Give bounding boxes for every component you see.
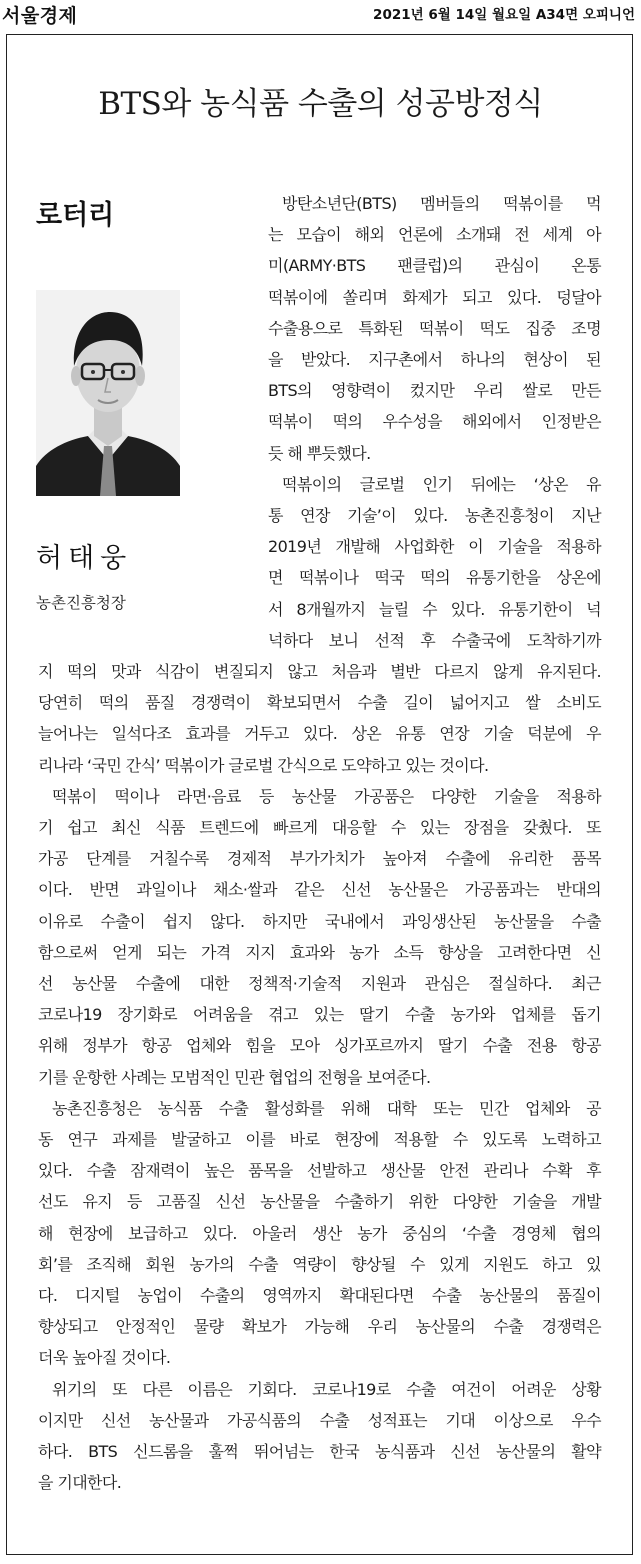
article-headline: BTS와 농식품 수출의 성공방정식 bbox=[98, 86, 543, 122]
article-line: 서 8개월까지 늘릴 수 있다. 유통기한이 넉 bbox=[268, 599, 601, 619]
article-line: 을 받았다. 지구촌에서 하나의 현상이 된 bbox=[268, 350, 601, 369]
article-line: 통 연장 기술’이 있다. 농촌진흥청이 지난 bbox=[268, 506, 601, 525]
article-line: 선도 유지 등 고품질 신선 농산물을 수출하기 위한 다양한 기술을 개발 bbox=[38, 1192, 601, 1212]
article-line: 코로나19 장기화로 어려움을 겪고 있는 딸기 수출 농가와 업체를 돕기 bbox=[38, 1005, 601, 1025]
article-line: 위기의 또 다른 이름은 기회다. 코로나19로 수출 여건이 어려운 상황 bbox=[52, 1379, 601, 1399]
article-line: 수출용으로 특화된 떡볶이 떡도 집중 조명 bbox=[268, 318, 601, 338]
article-line: 동 연구 과제를 발굴하고 이를 바로 현장에 적용할 수 있도록 노력하고 bbox=[38, 1130, 601, 1149]
article-line: 방탄소년단(BTS) 멤버들의 떡볶이를 먹 bbox=[282, 194, 601, 213]
article-line: 가공 단계를 거칠수록 경제적 부가가치가 높아져 수출에 유리한 품목 bbox=[38, 849, 601, 869]
author-portrait bbox=[36, 290, 180, 496]
article-line: BTS의 영향력이 컸지만 우리 쌀로 만든 bbox=[268, 381, 601, 401]
article-line: 떡볶이의 글로벌 인기 뒤에는 ‘상온 유 bbox=[282, 474, 601, 494]
article-line: 리나라 ‘국민 간식’ 떡볶이가 글로벌 간식으로 도약하고 있는 것이다. bbox=[38, 755, 489, 775]
column-tag: 로터리 bbox=[36, 200, 115, 231]
article-line: 이다. 반면 과일이나 채소·쌀과 같은 신선 농산물은 가공품과는 반대의 bbox=[38, 880, 601, 900]
article-line: 하다. BTS 신드롬을 훌쩍 뛰어넘는 한국 농식품과 신선 농산물의 활약 bbox=[38, 1442, 601, 1461]
article-line: 선 농산물 수출에 대한 정책적·기술적 지원과 관심은 절실하다. 최근 bbox=[38, 974, 601, 993]
article-line: 위해 정부가 항공 업체와 힘을 모아 싱가포르까지 딸기 수출 전용 항공 bbox=[38, 1036, 601, 1056]
article-line: 듯 해 뿌듯했다. bbox=[268, 443, 371, 463]
article-line: 함으로써 얻게 되는 가격 지지 효과와 농가 소득 향상을 고려한다면 신 bbox=[38, 942, 601, 962]
edition-info: 2021년 6월 14일 월요일 A34면 오피니언 bbox=[373, 7, 635, 23]
article-line: 2019년 개발해 사업화한 이 기술을 적용하 bbox=[268, 537, 601, 557]
article-line: 떡볶이 떡이나 라면·음료 등 농산물 가공품은 다양한 기술을 적용하 bbox=[52, 786, 601, 806]
article-line: 을 기대한다. bbox=[38, 1473, 122, 1493]
article-line: 회’를 조직해 회원 농가의 수출 역량이 향상될 수 있게 지원도 하고 있 bbox=[38, 1254, 601, 1274]
article-line: 해 현장에 보급하고 있다. 아울러 생산 농가 중심의 ‘수출 경영체 협의 bbox=[38, 1223, 601, 1243]
article-line: 다. 디지털 농업이 수출의 영역까지 확대된다면 수출 농산물의 품질이 bbox=[38, 1286, 601, 1305]
article-line: 이유로 수출이 쉽지 않다. 하지만 국내에서 과잉생산된 농산물을 수출 bbox=[38, 911, 601, 931]
article-line: 더욱 높아질 것이다. bbox=[38, 1348, 171, 1368]
article-line: 당연히 떡의 품질 경쟁력이 확보되면서 수출 길이 넓어지고 쌀 소비도 bbox=[38, 693, 601, 713]
masthead bbox=[0, 0, 641, 28]
author-title: 농촌진흥청장 bbox=[36, 594, 126, 612]
article-line: 미(ARMY·BTS 팬클럽)의 관심이 온통 bbox=[268, 256, 601, 276]
article-line: 향상되고 안정적인 물량 확보가 가능해 우리 농산물의 수출 경쟁력은 bbox=[38, 1317, 601, 1337]
newspaper-name: 서울경제 bbox=[2, 5, 78, 27]
article-line: 떡볶이 떡의 우수성을 해외에서 인정받은 bbox=[268, 412, 601, 432]
article-line: 있다. 수출 잠재력이 높은 품목을 선발하고 생산물 안전 관리나 수확 후 bbox=[38, 1161, 601, 1181]
article-line: 떡볶이에 쏠리며 화제가 되고 있다. 덩달아 bbox=[268, 287, 601, 307]
article-line: 이지만 신선 농산물과 가공식품의 수출 성적표는 기대 이상으로 우수 bbox=[38, 1410, 601, 1430]
article-line: 넉하다 보니 선적 후 수출국에 도착하기까 bbox=[268, 630, 601, 650]
article-line: 늘어나는 일석다조 효과를 거두고 있다. 상온 유통 연장 기술 덕분에 우 bbox=[38, 724, 601, 744]
article-line: 면 떡볶이나 떡국 떡의 유통기한을 상온에 bbox=[268, 568, 601, 588]
author-name: 허태웅 bbox=[36, 543, 133, 574]
article-line: 지 떡의 맛과 식감이 변질되지 않고 처음과 별반 다르지 않게 유지된다. bbox=[38, 662, 601, 681]
article-line: 는 모습이 해외 언론에 소개돼 전 세계 아 bbox=[268, 225, 601, 245]
article-line: 농촌진흥청은 농식품 수출 활성화를 위해 대학 또는 민간 업체와 공 bbox=[52, 1098, 601, 1118]
article-line: 기 쉽고 최신 식품 트렌드에 빠르게 대응할 수 있는 장점을 갖췄다. 또 bbox=[38, 818, 601, 837]
article-line: 기를 운항한 사례는 모범적인 민관 협업의 전형을 보여준다. bbox=[38, 1067, 431, 1087]
